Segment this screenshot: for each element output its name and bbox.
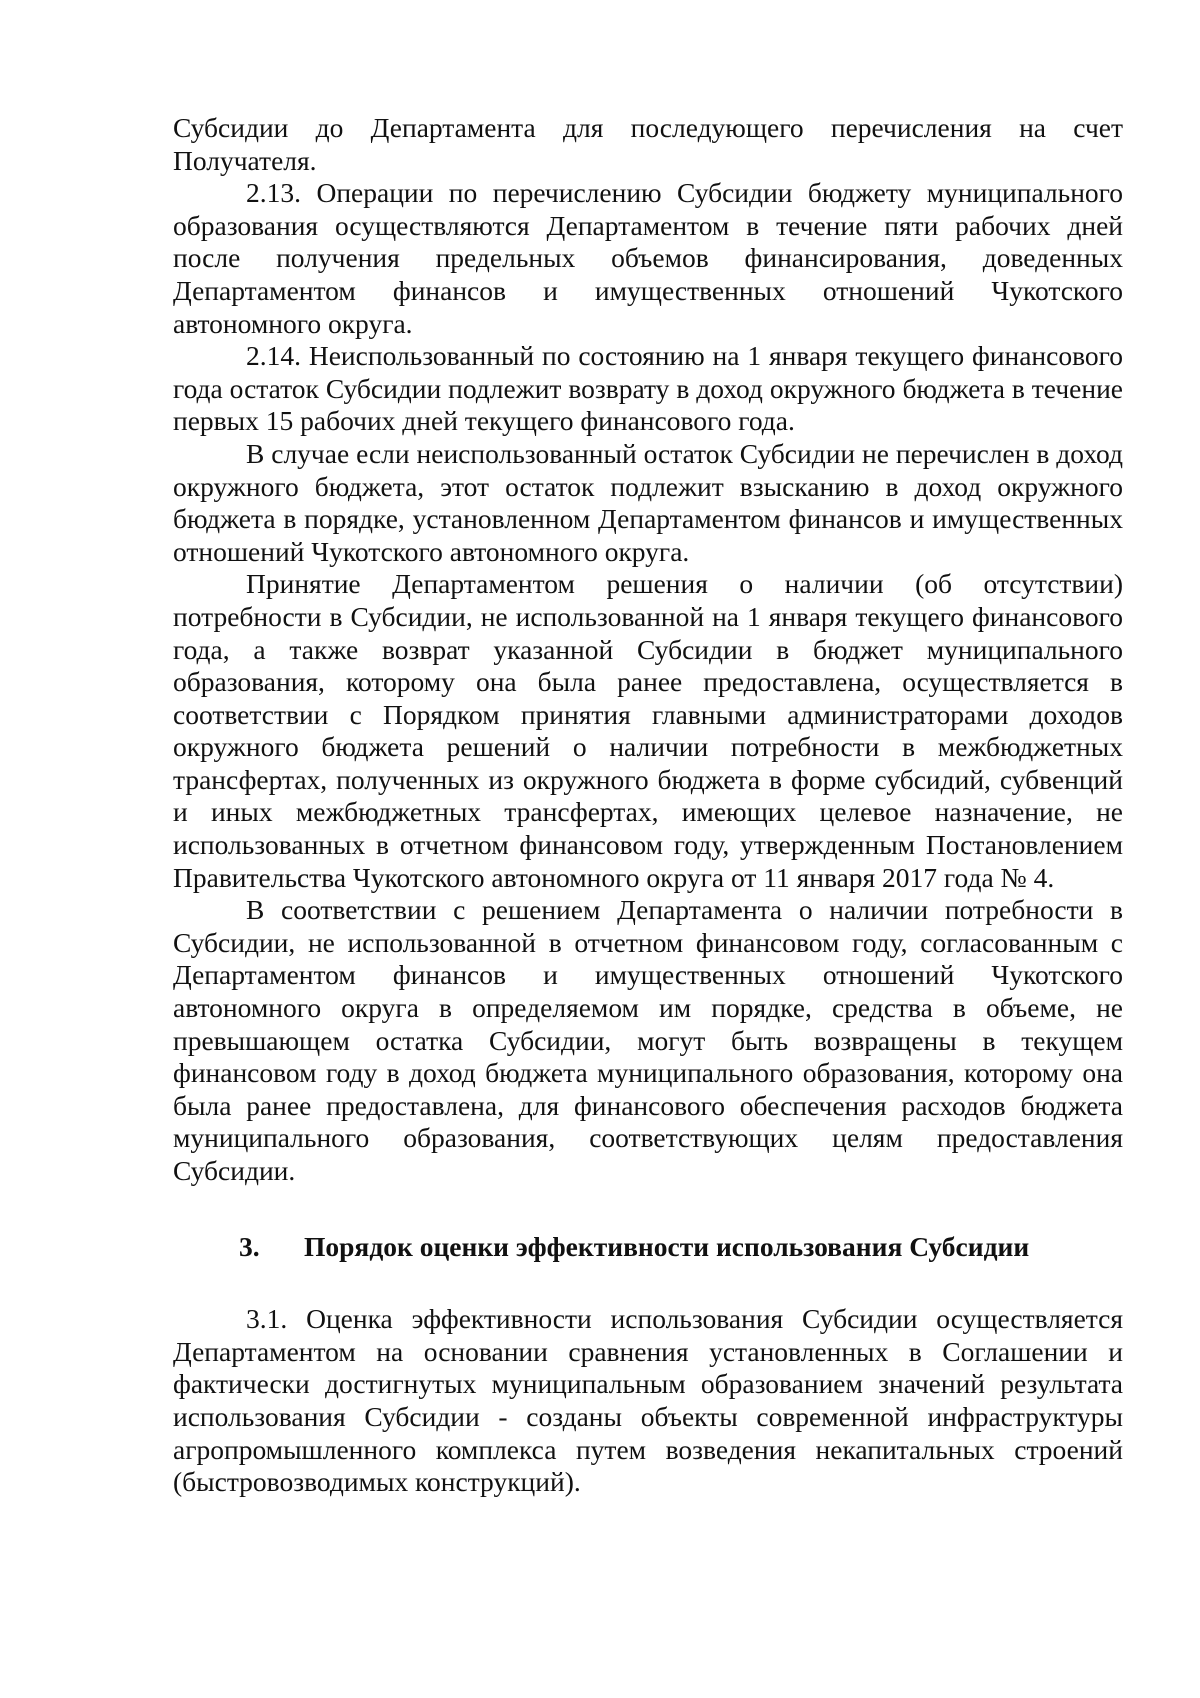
paragraph-unused-remainder: В случае если неиспользованный остаток Субсидии не перечислен в доход окружного бюджета, этот остаток подлежит взысканию в доход окружного бюджета в порядке, установленном Департаментом финансов и имущественных отношений Чукотского автономного округа. bbox=[173, 437, 1123, 567]
paragraph-continuation: Субсидии до Департамента для последующего перечисления на счет Получателя. bbox=[173, 112, 1123, 176]
paragraph-2-13: 2.13. Операции по перечислению Субсидии бюджету муниципального образования осуществляются Департаментом в течение пяти рабочих дней после получения предельных объемов финансирования, доведенных Департаментом финансов и имущественных отношений Чукотского автономного округа. bbox=[173, 177, 1123, 339]
paragraph-decision-need: Принятие Департаментом решения о наличии (об отсутствии) потребности в Субсидии, не использованной на 1 января текущего финансового года, а также возврат указанной Субсидии в бюджет муниципального образования, которому она была ранее предоставлена, осуществляется в соответствии с Порядком принятия главными администраторами доходов окружного бюджета решений о наличии потребности в межбюджетных трансфертах, полученных из окружного бюджета в форме субсидий, субвенций и иных межбюджетных трансфертах, имеющих целевое назначение, не использованных в отчетном финансовом году, утвержденным Постановлением Правительства Чукотского автономного округа от 11 января 2017 года № 4. bbox=[173, 568, 1123, 893]
paragraph-2-14: 2.14. Неиспользованный по состоянию на 1 января текущего финансового года остаток Субсидии подлежит возврату в доход окружного бюджета в течение первых 15 рабочих дней текущего финансового года. bbox=[173, 340, 1123, 437]
section-heading bbox=[173, 1231, 1123, 1264]
section-number: 3. bbox=[239, 1230, 260, 1262]
document-page bbox=[173, 112, 1123, 1499]
section-title: Порядок оценки эффективности использования Субсидии bbox=[304, 1230, 1030, 1262]
paragraph-3-1: 3.1. Оценка эффективности использования Субсидии осуществляется Департаментом на основании сравнения установленных в Соглашении и фактически достигнутых муниципальным образованием значений результата использования Субсидии - созданы объекты современной инфраструктуры агропромышленного комплекса путем возведения некапитальных строений (быстровозводимых конструкций). bbox=[173, 1303, 1123, 1498]
paragraph-return-funds: В соответствии с решением Департамента о наличии потребности в Субсидии, не использованной в отчетном финансовом году, согласованным с Департаментом финансов и имущественных отношений Чукотского автономного округа в определяемом им порядке, средства в объеме, не превышающем остатка Субсидии, могут быть возвращены в текущем финансовом году в доход бюджета муниципального образования, которому она была ранее предоставлена, для финансового обеспечения расходов бюджета муниципального образования, соответствующих целям предоставления Субсидии. bbox=[173, 894, 1123, 1186]
